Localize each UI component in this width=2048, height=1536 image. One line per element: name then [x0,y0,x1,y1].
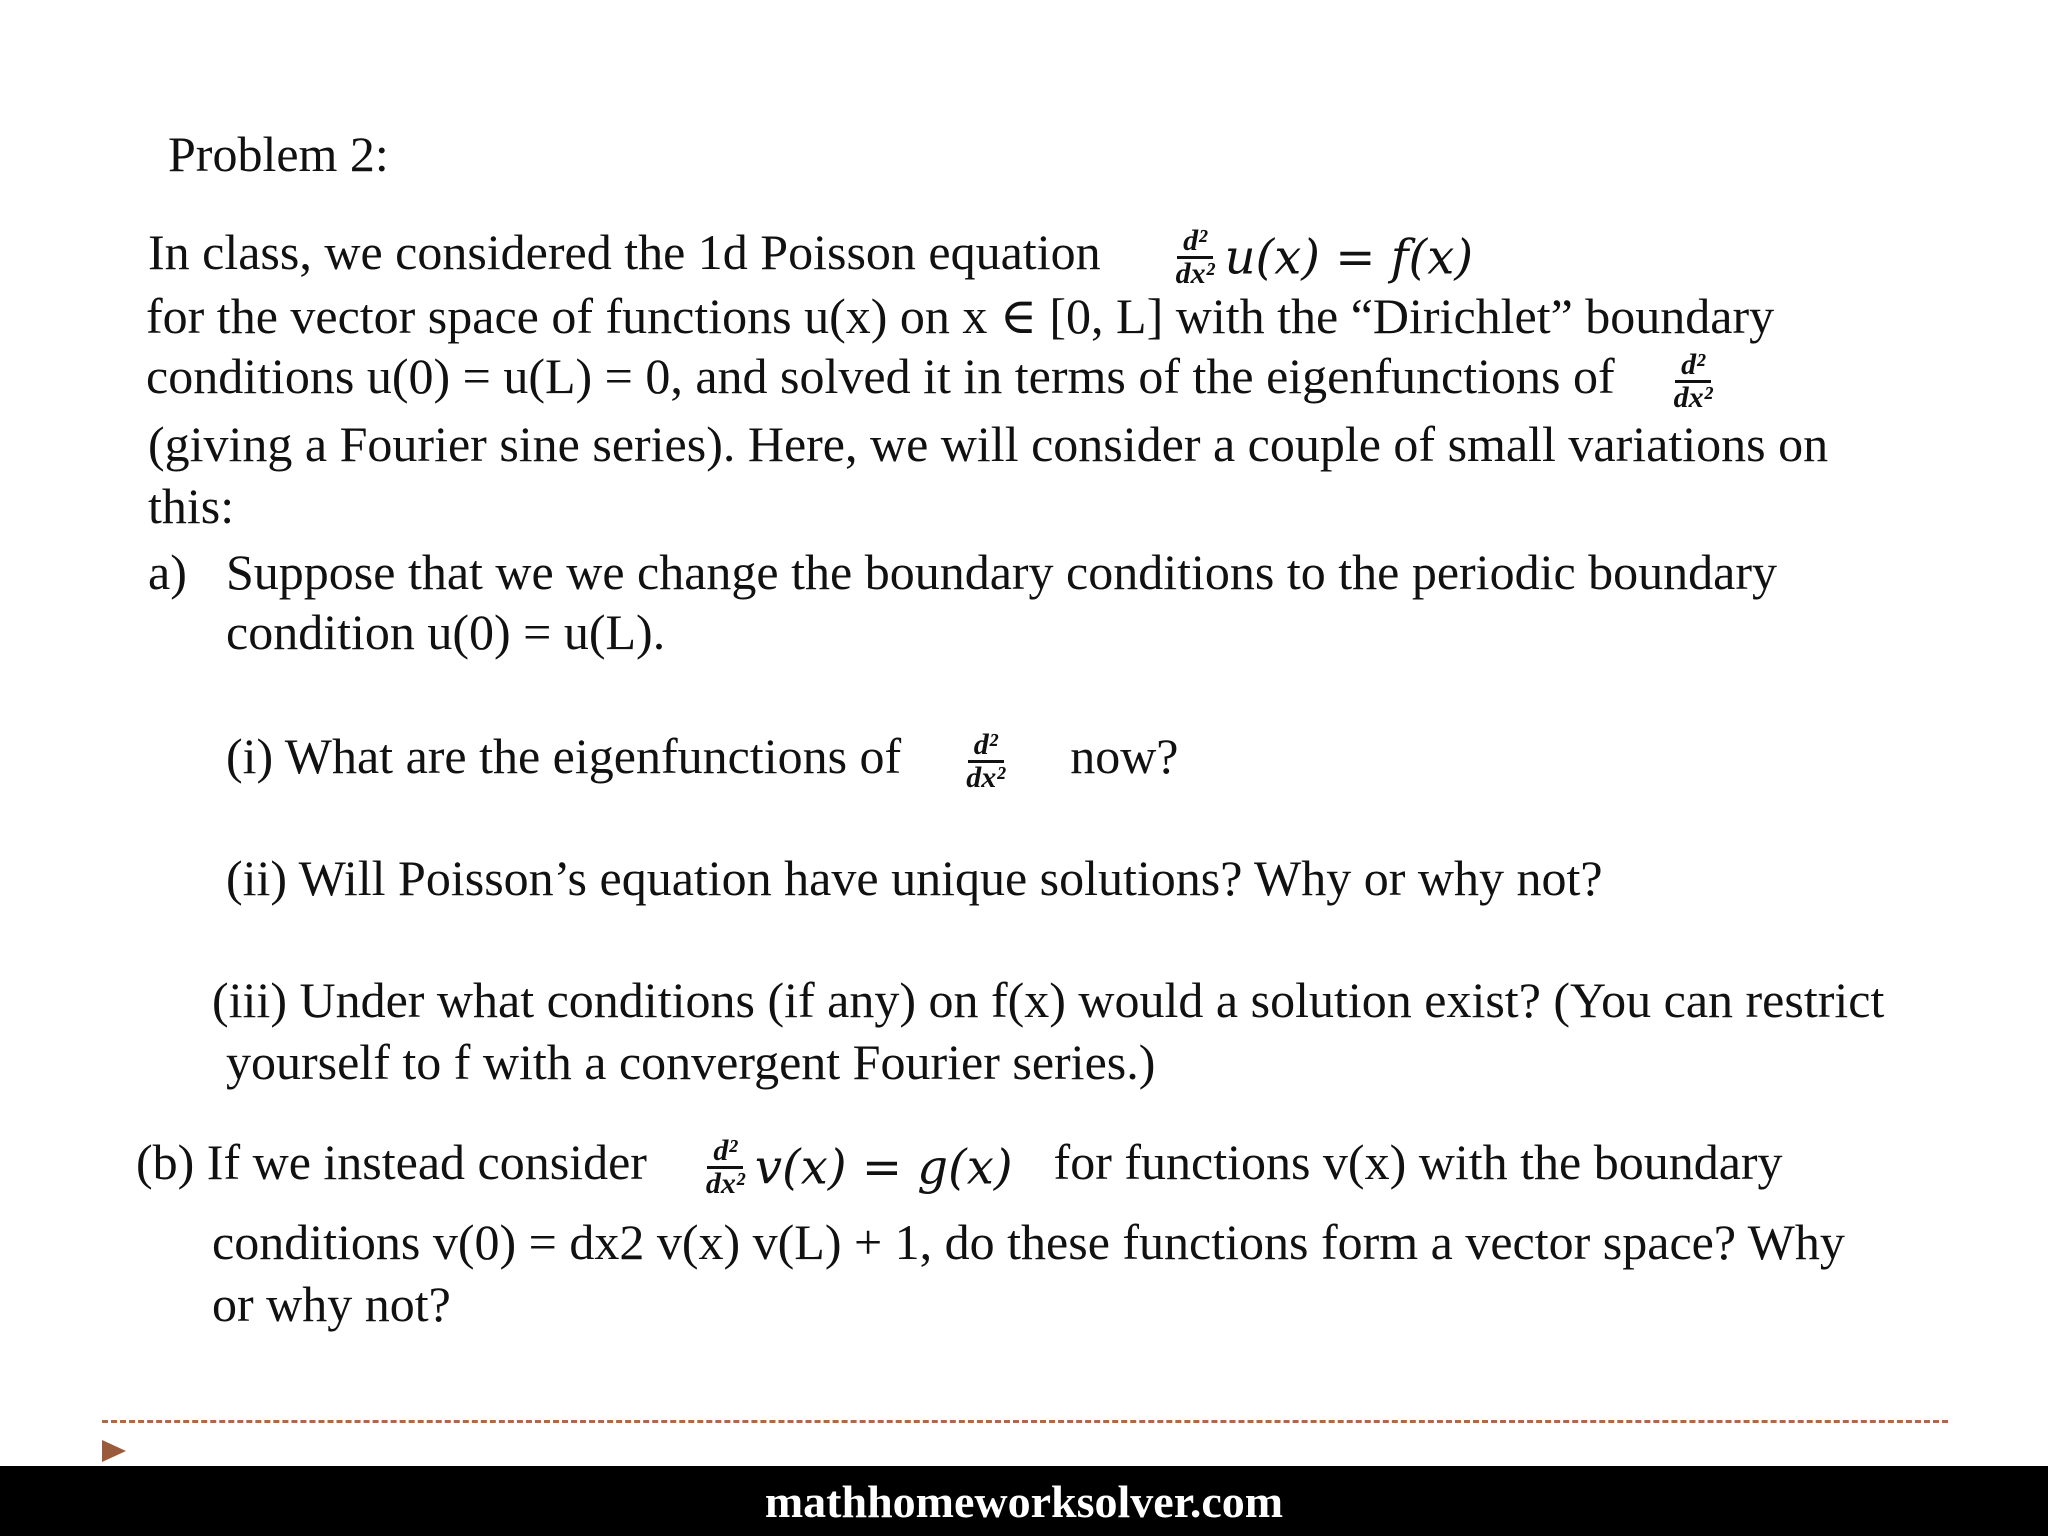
second-derivative-fraction [700,1136,751,1199]
fraction-numerator: d² [1177,226,1213,259]
footer-site-link[interactable]: mathhomeworksolver.com [764,1475,1284,1527]
poisson-equation: u(x) = f(x) [1224,229,1474,286]
question-i-text: (i) What are the eigenfunctions of [226,728,902,784]
part-b-line-1 [136,1132,1783,1199]
part-b-text: (b) If we instead consider [136,1134,647,1190]
intro-line-1-text: In class, we considered the 1d Poisson equation [148,224,1101,280]
slide-marker-triangle-icon [102,1440,126,1462]
part-b-line-2: conditions v(0) = dx2 v(x) v(L) + 1, do these functions form a vector space? Why [212,1214,1845,1270]
part-a-line-1: Suppose that we we change the boundary conditions to the periodic boundary [226,544,1778,600]
question-iii-line-1: (iii) Under what conditions (if any) on f(x) would a solution exist? (You can restrict [212,972,1885,1028]
problem-title: Problem 2: [168,126,389,182]
part-b-line-3: or why not? [212,1276,451,1332]
fraction-denominator: dx² [966,761,1006,795]
part-a-line-2: condition u(0) = u(L). [226,604,666,660]
fraction-numerator: d² [707,1136,743,1169]
part-a-label: a) [148,544,187,600]
question-iii-line-2: yourself to f with a convergent Fourier series.) [226,1034,1156,1090]
fraction-denominator: dx² [705,1167,745,1201]
question-i [226,726,1179,793]
intro-line-5: this: [148,478,235,534]
second-derivative-operator [960,730,1011,793]
footer-bar [0,1466,2048,1536]
fraction-denominator: dx² [1175,257,1215,291]
intro-line-3 [146,346,1723,413]
intro-line-4: (giving a Fourier sine series). Here, we will consider a couple of small variations on [148,416,1829,472]
intro-line-1 [148,222,1473,289]
footer-divider [102,1420,1948,1423]
question-i-suffix: now? [1070,728,1179,784]
second-derivative-fraction [1170,226,1221,289]
fraction-numerator: d² [968,730,1004,763]
intro-line-2: for the vector space of functions u(x) on x ∈ [0, L] with the “Dirichlet” boundary [146,288,1775,344]
intro-line-3-text: conditions u(0) = u(L) = 0, and solved it in terms of the eigenfunctions of [146,348,1615,404]
question-ii: (ii) Will Poisson’s equation have unique solutions? Why or why not? [226,850,1603,906]
part-b-equation: v(x) = g(x) [754,1139,1013,1196]
fraction-numerator: d² [1675,350,1711,383]
second-derivative-operator [1668,350,1719,413]
fraction-denominator: dx² [1673,381,1713,415]
part-b-suffix: for functions v(x) with the boundary [1053,1134,1783,1190]
